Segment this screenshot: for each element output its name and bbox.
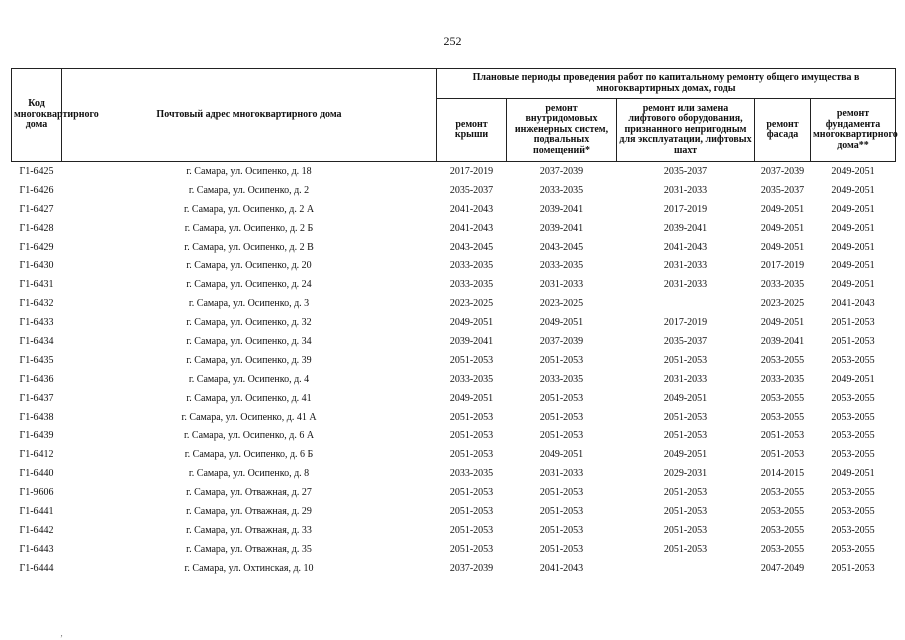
- cell-facade: 2047-2049: [760, 562, 805, 574]
- cell-engineering: 2037-2039: [539, 335, 584, 347]
- cell-code: Г1-6443: [19, 543, 54, 555]
- cell-engineering: 2051-2053: [539, 430, 584, 442]
- cell-foundation: 2041-2043: [831, 298, 875, 310]
- cell-foundation: 2053-2055: [831, 430, 875, 442]
- cell-facade: 2017-2019: [760, 260, 805, 272]
- cell-lift: 2051-2053: [663, 430, 708, 442]
- header-lift: ремонт или замена лифтового оборудования, признанного непригодным для эксплуатации, лифтовых шахт: [617, 99, 755, 162]
- cell-code: Г1-6442: [19, 524, 54, 536]
- cell-lift: 2035-2037: [663, 165, 708, 177]
- cell-foundation: 2051-2053: [831, 317, 875, 329]
- cell-address: г. Самара, ул. Осипенко, д. 41 А: [181, 411, 317, 423]
- cell-code: Г1-6426: [19, 184, 54, 196]
- table-row: [12, 351, 896, 370]
- cell-address: г. Самара, ул. Отважная, д. 27: [186, 487, 312, 499]
- table-row: [12, 445, 896, 464]
- cell-engineering: 2033-2035: [539, 373, 584, 385]
- cell-engineering: 2039-2041: [539, 222, 584, 234]
- cell-code: Г1-6432: [19, 298, 54, 310]
- cell-engineering: 2039-2041: [539, 203, 584, 215]
- cell-facade: 2053-2055: [760, 392, 805, 404]
- cell-foundation: 2051-2053: [831, 562, 875, 574]
- cell-code: Г1-9606: [19, 487, 54, 499]
- table-row: [12, 540, 896, 559]
- cell-roof: 2051-2053: [449, 505, 494, 517]
- cell-facade: 2053-2055: [760, 543, 805, 555]
- table-body: [12, 162, 896, 578]
- cell-foundation: 2053-2055: [831, 543, 875, 555]
- cell-engineering: 2031-2033: [539, 279, 584, 291]
- cell-facade: 2023-2025: [760, 298, 805, 310]
- cell-lift: 2051-2053: [663, 354, 708, 366]
- header-facade: ремонт фасада: [755, 99, 811, 162]
- cell-address: г. Самара, ул. Отважная, д. 29: [186, 505, 312, 517]
- cell-lift: 2039-2041: [663, 222, 708, 234]
- cell-foundation: 2049-2051: [831, 279, 875, 291]
- cell-roof: 2033-2035: [449, 279, 494, 291]
- cell-lift: 2029-2031: [663, 468, 708, 480]
- cell-roof: 2033-2035: [449, 468, 494, 480]
- cell-foundation: 2049-2051: [831, 184, 875, 196]
- cell-roof: 2033-2035: [449, 260, 494, 272]
- cell-lift: 2041-2043: [663, 241, 708, 253]
- cell-roof: 2037-2039: [449, 562, 494, 574]
- table-row: [12, 256, 896, 275]
- cell-facade: 2049-2051: [760, 241, 805, 253]
- cell-engineering: 2037-2039: [539, 165, 584, 177]
- cell-address: г. Самара, ул. Осипенко, д. 2 Б: [184, 222, 314, 234]
- cell-facade: 2033-2035: [760, 279, 805, 291]
- scan-mark: ‚: [60, 628, 63, 638]
- cell-engineering: 2049-2051: [539, 449, 584, 461]
- cell-foundation: 2049-2051: [831, 222, 875, 234]
- cell-roof: 2041-2043: [449, 222, 494, 234]
- cell-address: г. Самара, ул. Осипенко, д. 3: [188, 298, 310, 310]
- cell-facade: 2033-2035: [760, 373, 805, 385]
- cell-engineering: 2031-2033: [539, 468, 584, 480]
- cell-roof: 2051-2053: [449, 430, 494, 442]
- cell-roof: 2051-2053: [449, 411, 494, 423]
- cell-foundation: 2053-2055: [831, 449, 875, 461]
- cell-engineering: 2033-2035: [539, 184, 584, 196]
- cell-foundation: 2049-2051: [831, 165, 875, 177]
- cell-code: Г1-6440: [19, 468, 54, 480]
- cell-lift: 2017-2019: [663, 317, 708, 329]
- cell-code: Г1-6437: [19, 392, 54, 404]
- cell-engineering: 2051-2053: [539, 392, 584, 404]
- cell-lift: 2031-2033: [663, 279, 708, 291]
- table-row: [12, 275, 896, 294]
- cell-code: Г1-6412: [19, 449, 54, 461]
- table-row: [12, 370, 896, 389]
- header-roof: ремонт крыши: [437, 99, 507, 162]
- cell-code: Г1-6444: [19, 562, 54, 574]
- cell-code: Г1-6431: [19, 279, 54, 291]
- cell-engineering: 2033-2035: [539, 260, 584, 272]
- cell-foundation: 2053-2055: [831, 524, 875, 536]
- cell-facade: 2053-2055: [760, 354, 805, 366]
- cell-engineering: 2051-2053: [539, 524, 584, 536]
- cell-address: г. Самара, ул. Отважная, д. 33: [186, 524, 312, 536]
- cell-foundation: 2053-2055: [831, 392, 875, 404]
- cell-facade: 2053-2055: [760, 487, 805, 499]
- cell-facade: 2053-2055: [760, 411, 805, 423]
- cell-facade: 2049-2051: [760, 317, 805, 329]
- table-row: [12, 200, 896, 219]
- cell-lift: 2051-2053: [663, 505, 708, 517]
- cell-lift: 2049-2051: [663, 449, 708, 461]
- cell-code: Г1-6429: [19, 241, 54, 253]
- cell-roof: 2051-2053: [449, 543, 494, 555]
- header-address: Почтовый адрес многоквартирного дома: [62, 69, 437, 162]
- cell-lift: 2031-2033: [663, 260, 708, 272]
- cell-code: Г1-6428: [19, 222, 54, 234]
- header-code: Код многоквартирного дома: [12, 69, 62, 162]
- cell-address: г. Самара, ул. Осипенко, д. 2 В: [184, 241, 314, 253]
- cell-lift: 2031-2033: [663, 373, 708, 385]
- table-row: [12, 332, 896, 351]
- cell-facade: 2049-2051: [760, 203, 805, 215]
- cell-roof: 2043-2045: [449, 241, 494, 253]
- cell-lift: 2031-2033: [663, 184, 708, 196]
- cell-roof: 2033-2035: [449, 373, 494, 385]
- cell-foundation: 2053-2055: [831, 505, 875, 517]
- table-row: [12, 408, 896, 427]
- cell-facade: 2053-2055: [760, 505, 805, 517]
- cell-foundation: 2049-2051: [831, 260, 875, 272]
- cell-code: Г1-6430: [19, 260, 54, 272]
- cell-engineering: 2023-2025: [539, 298, 584, 310]
- table-row: [12, 219, 896, 238]
- cell-code: Г1-6433: [19, 317, 54, 329]
- cell-code: Г1-6439: [19, 430, 54, 442]
- header-periods: Плановые периоды проведения работ по капитальному ремонту общего имущества в многоквартирных домах, годы: [437, 69, 896, 99]
- cell-roof: 2051-2053: [449, 354, 494, 366]
- cell-engineering: 2051-2053: [539, 354, 584, 366]
- cell-facade: 2049-2051: [760, 222, 805, 234]
- cell-engineering: 2043-2045: [539, 241, 584, 253]
- cell-address: г. Самара, ул. Осипенко, д. 6 А: [183, 430, 315, 442]
- cell-lift: 2051-2053: [663, 524, 708, 536]
- cell-code: Г1-6438: [19, 411, 54, 423]
- table-header: [12, 69, 896, 162]
- cell-foundation: 2053-2055: [831, 487, 875, 499]
- cell-engineering: 2041-2043: [539, 562, 584, 574]
- cell-lift: 2035-2037: [663, 335, 708, 347]
- cell-foundation: 2049-2051: [831, 203, 875, 215]
- cell-facade: 2051-2053: [760, 449, 805, 461]
- cell-lift: 2049-2051: [663, 392, 708, 404]
- cell-lift: 2051-2053: [663, 543, 708, 555]
- cell-engineering: 2051-2053: [539, 505, 584, 517]
- header-foundation: ремонт фундамента многоквартирного дома**: [811, 99, 896, 162]
- cell-lift: 2051-2053: [663, 487, 708, 499]
- cell-facade: 2051-2053: [760, 430, 805, 442]
- cell-address: г. Самара, ул. Осипенко, д. 8: [188, 468, 310, 480]
- header-engineering: ремонт внутридомовых инженерных систем, подвальных помещений*: [507, 99, 617, 162]
- table-row: [12, 483, 896, 502]
- cell-lift: [617, 559, 755, 578]
- cell-roof: 2049-2051: [449, 317, 494, 329]
- cell-address: г. Самара, ул. Осипенко, д. 18: [186, 165, 312, 177]
- cell-address: г. Самара, ул. Осипенко, д. 6 Б: [184, 449, 314, 461]
- cell-lift: 2051-2053: [663, 411, 708, 423]
- cell-address: г. Самара, ул. Осипенко, д. 24: [186, 279, 312, 291]
- cell-facade: 2037-2039: [760, 165, 805, 177]
- cell-roof: 2051-2053: [449, 524, 494, 536]
- cell-address: г. Самара, ул. Осипенко, д. 2 А: [183, 203, 315, 215]
- cell-facade: 2039-2041: [760, 335, 805, 347]
- cell-foundation: 2053-2055: [831, 411, 875, 423]
- table-row: [12, 521, 896, 540]
- cell-address: г. Самара, ул. Осипенко, д. 32: [186, 317, 312, 329]
- cell-code: Г1-6436: [19, 373, 54, 385]
- cell-address: г. Самара, ул. Отважная, д. 35: [186, 543, 312, 555]
- cell-address: г. Самара, ул. Осипенко, д. 34: [186, 335, 312, 347]
- cell-foundation: 2051-2053: [831, 335, 875, 347]
- cell-foundation: 2053-2055: [831, 354, 875, 366]
- cell-facade: 2053-2055: [760, 524, 805, 536]
- cell-code: Г1-6441: [19, 505, 54, 517]
- cell-lift: [617, 294, 755, 313]
- table-row: [12, 313, 896, 332]
- cell-engineering: 2051-2053: [539, 487, 584, 499]
- cell-roof: 2051-2053: [449, 487, 494, 499]
- table-row: [12, 464, 896, 483]
- table-row: [12, 162, 896, 181]
- cell-roof: 2041-2043: [449, 203, 494, 215]
- cell-engineering: 2051-2053: [539, 543, 584, 555]
- cell-address: г. Самара, ул. Осипенко, д. 2: [188, 184, 310, 196]
- cell-code: Г1-6435: [19, 354, 54, 366]
- cell-roof: 2023-2025: [449, 298, 494, 310]
- cell-foundation: 2049-2051: [831, 468, 875, 480]
- cell-roof: 2035-2037: [449, 184, 494, 196]
- table-row: [12, 389, 896, 408]
- table-row: [12, 238, 896, 257]
- cell-roof: 2017-2019: [449, 165, 494, 177]
- table-row: [12, 502, 896, 521]
- table-row: [12, 559, 896, 578]
- cell-roof: 2039-2041: [449, 335, 494, 347]
- cell-address: г. Самара, ул. Осипенко, д. 20: [186, 260, 312, 272]
- cell-address: г. Самара, ул. Осипенко, д. 39: [186, 354, 312, 366]
- cell-roof: 2051-2053: [449, 449, 494, 461]
- cell-address: г. Самара, ул. Охтинская, д. 10: [184, 562, 314, 574]
- cell-foundation: 2049-2051: [831, 373, 875, 385]
- table-row: [12, 426, 896, 445]
- capital-repair-table: [11, 68, 896, 578]
- cell-facade: 2014-2015: [760, 468, 805, 480]
- cell-code: Г1-6434: [19, 335, 54, 347]
- cell-code: Г1-6427: [19, 203, 54, 215]
- table-row: [12, 181, 896, 200]
- cell-address: г. Самара, ул. Осипенко, д. 41: [186, 392, 312, 404]
- cell-address: г. Самара, ул. Осипенко, д. 4: [188, 373, 310, 385]
- cell-engineering: 2049-2051: [539, 317, 584, 329]
- cell-facade: 2035-2037: [760, 184, 805, 196]
- cell-lift: 2017-2019: [663, 203, 708, 215]
- cell-roof: 2049-2051: [449, 392, 494, 404]
- table-row: [12, 294, 896, 313]
- page-number: 252: [443, 34, 462, 48]
- cell-engineering: 2051-2053: [539, 411, 584, 423]
- cell-code: Г1-6425: [19, 165, 54, 177]
- cell-foundation: 2049-2051: [831, 241, 875, 253]
